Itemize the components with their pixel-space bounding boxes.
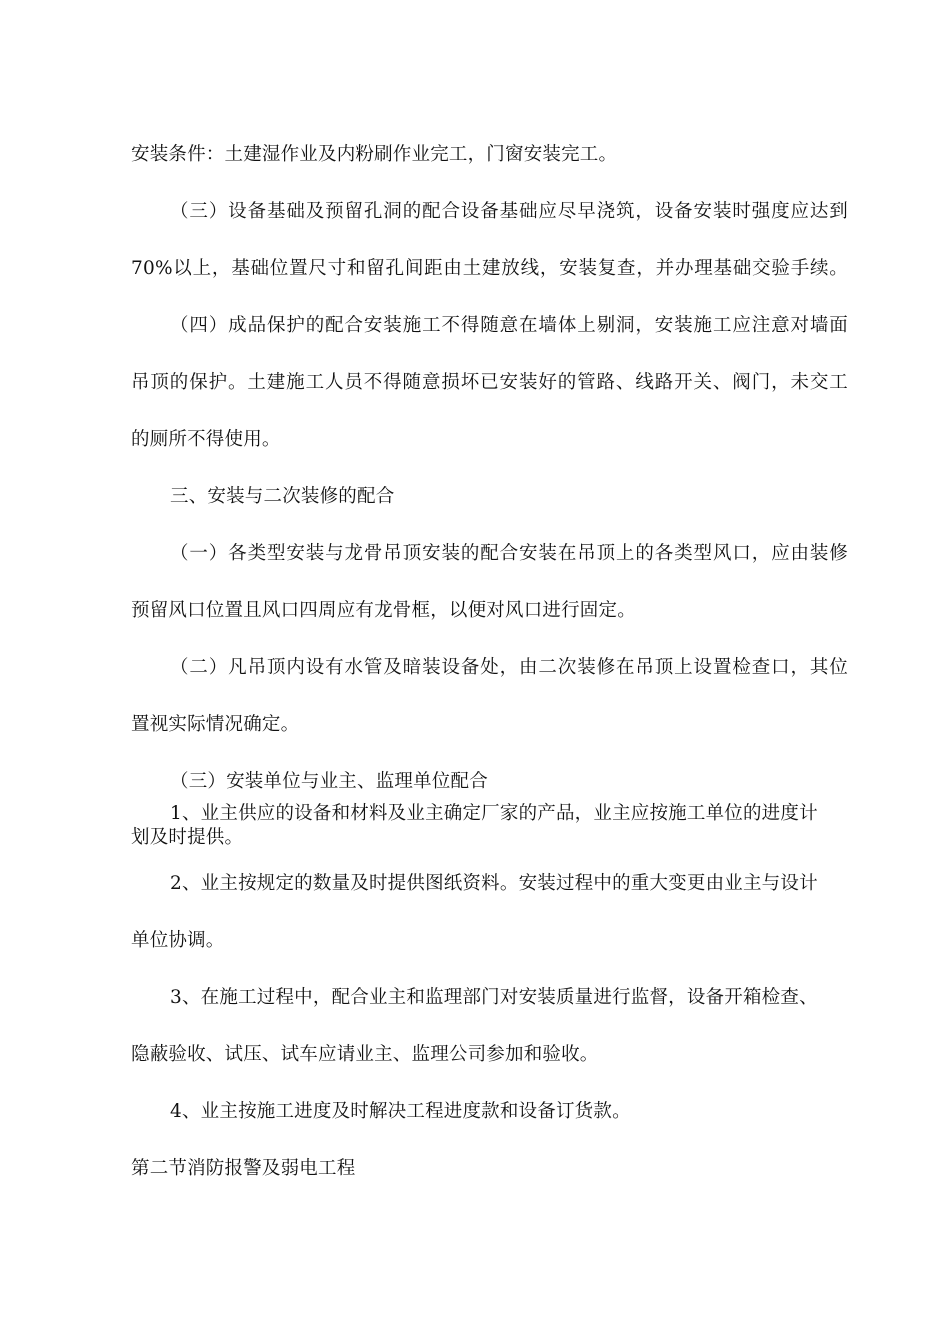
paragraph-line: 吊顶的保护。土建施工人员不得随意损坏已安装好的管路、线路开关、阀门，未交工 [131,372,848,393]
subsection-heading: （三）安装单位与业主、监理单位配合 [170,771,488,792]
paragraph-line: （一）各类型安装与龙骨吊顶安装的配合安装在吊顶上的各类型风口，应由装修 [170,543,848,564]
chapter-heading: 第二节消防报警及弱电工程 [131,1158,356,1179]
section-heading: 三、安装与二次装修的配合 [170,486,395,507]
paragraph-line: 划及时提供。 [131,827,244,848]
paragraph-line: 4、业主按施工进度及时解决工程进度款和设备订货款。 [170,1101,631,1122]
paragraph-line: 预留风口位置且风口四周应有龙骨框，以便对风口进行固定。 [131,600,636,621]
paragraph-line: 的厕所不得使用。 [131,429,281,450]
paragraph-line: 2、业主按规定的数量及时提供图纸资料。安装过程中的重大变更由业主与设计 [170,873,818,894]
paragraph-line: （三）设备基础及预留孔洞的配合设备基础应尽早浇筑，设备安装时强度应达到 [170,201,848,222]
paragraph-line: 安装条件：土建湿作业及内粉刷作业完工，门窗安装完工。 [131,144,618,165]
paragraph-line: （四）成品保护的配合安装施工不得随意在墙体上剔洞，安装施工应注意对墙面 [170,315,848,336]
paragraph-line: 3、在施工过程中，配合业主和监理部门对安装质量进行监督，设备开箱检查、 [170,987,818,1008]
paragraph-line: （二）凡吊顶内设有水管及暗装设备处，由二次装修在吊顶上设置检查口，其位 [170,657,848,678]
paragraph-line: 单位协调。 [131,930,225,951]
paragraph-line: 置视实际情况确定。 [131,714,300,735]
paragraph-line: 隐蔽验收、试压、试车应请业主、监理公司参加和验收。 [131,1044,599,1065]
paragraph-line: 1、业主供应的设备和材料及业主确定厂家的产品，业主应按施工单位的进度计 [170,803,818,824]
paragraph-line: 70%以上，基础位置尺寸和留孔间距由土建放线，安装复查，并办理基础交验手续。 [131,258,848,279]
